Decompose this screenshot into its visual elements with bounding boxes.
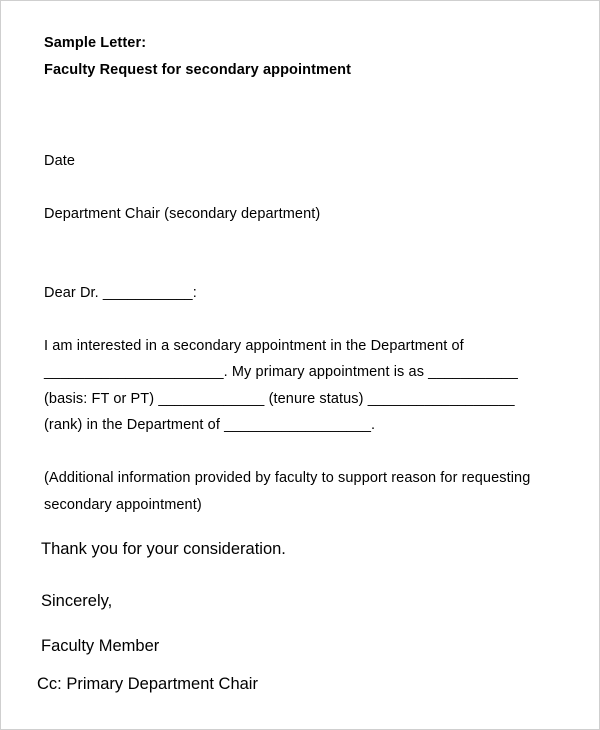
body-line: ______________________. My primary appointment is as ___________: [44, 364, 518, 380]
body-line: I am interested in a secondary appointment in the Department of: [44, 338, 464, 354]
cc-line: Cc: Primary Department Chair: [37, 675, 258, 693]
salutation: Dear Dr. ___________:: [44, 285, 197, 301]
additional-info-line: secondary appointment): [44, 497, 202, 513]
closing-line: Sincerely,: [41, 592, 113, 610]
heading-label: Sample Letter:: [44, 35, 147, 51]
body-line: (rank) in the Department of __________________.: [44, 417, 376, 433]
thanks-line: Thank you for your consideration.: [41, 540, 286, 558]
additional-info-line: (Additional information provided by faculty to support reason for requesting: [44, 470, 531, 486]
signature-line: Faculty Member: [41, 637, 160, 655]
date-line: Date: [44, 153, 76, 169]
recipient-line: Department Chair (secondary department): [44, 206, 321, 222]
letter-title: Faculty Request for secondary appointment: [44, 62, 352, 78]
body-line: (basis: FT or PT) _____________ (tenure status) __________________: [44, 391, 515, 407]
